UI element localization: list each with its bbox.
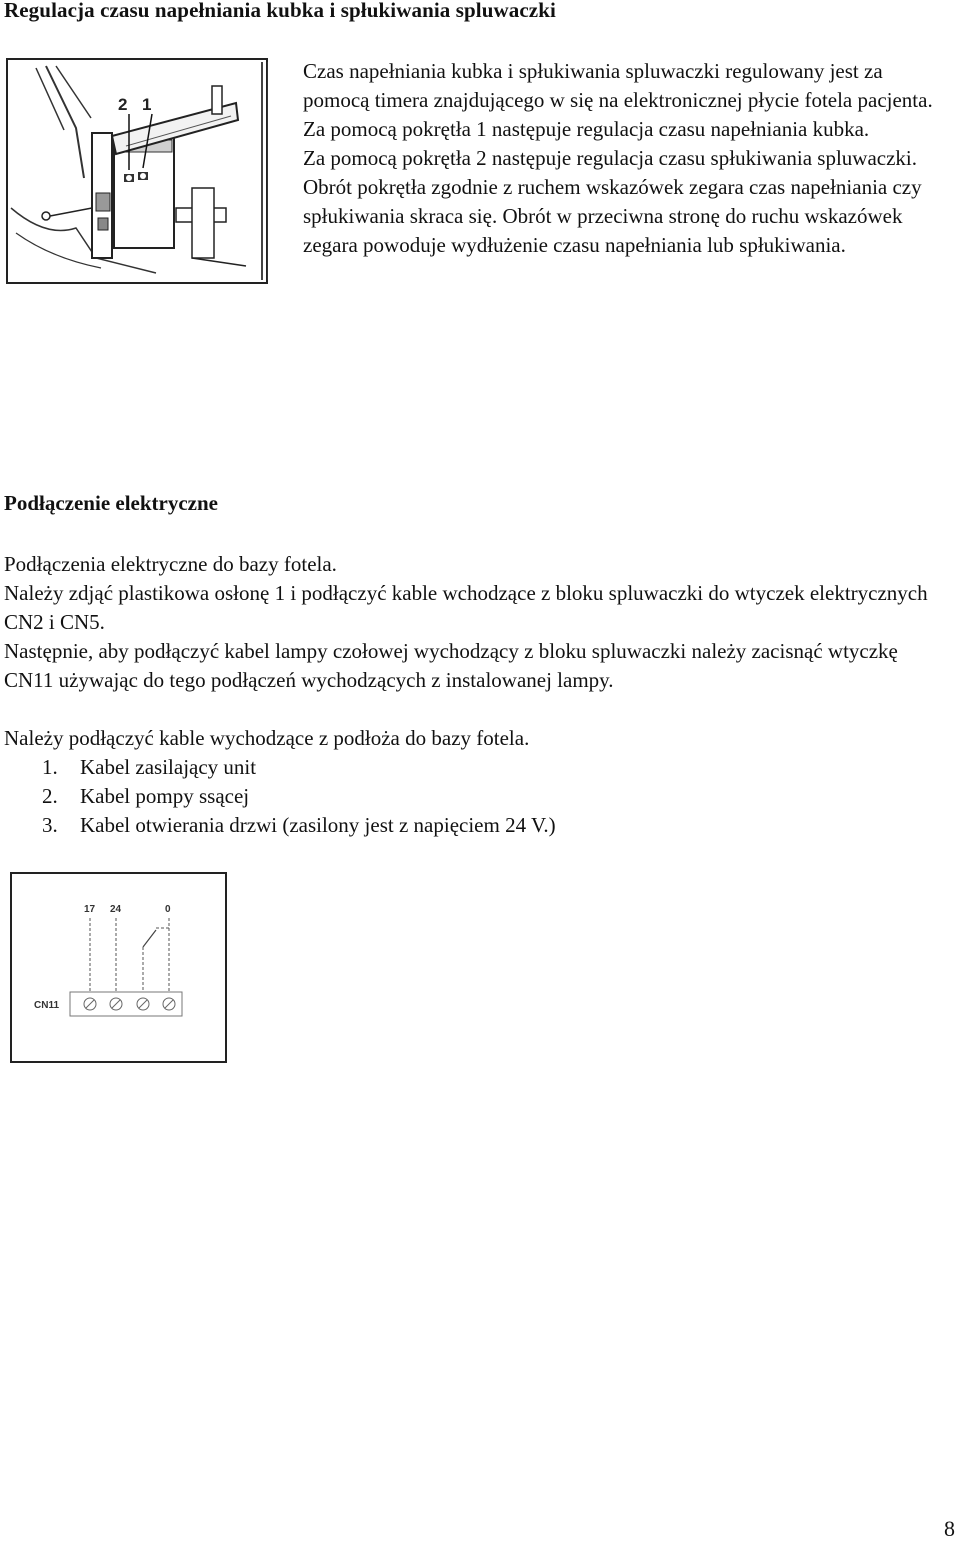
electrical-paragraph: Należy zdjąć plastikowa osłonę 1 i podłączyć kable wchodzące z bloku spluwaczki do wtyczek elektrycznych CN2 i CN5. (4, 581, 928, 634)
list-item (4, 782, 944, 811)
terminal-label-24: 24 (110, 904, 122, 915)
cable-list-intro: Należy podłączyć kable wychodzące z podłoża do bazy fotela. (4, 726, 530, 750)
timer-description (303, 57, 953, 260)
list-item-number: 2. (42, 784, 58, 808)
timer-paragraph: Obrót pokrętła zgodnie z ruchem wskazówek zegara czas napełniania czy spłukiwania skraca się. Obrót w przeciwna stronę do ruchu wskazówek zegara powoduje wydłużenie czasu napełniania lub spłukiwania. (303, 175, 922, 257)
list-item-text: Kabel pompy ssącej (80, 784, 250, 808)
terminal-label-0: 0 (165, 904, 171, 915)
page-number: 8 (944, 1516, 955, 1541)
list-item (4, 811, 944, 840)
electrical-paragraph: Podłączenia elektryczne do bazy fotela. (4, 552, 337, 576)
paragraph-gap (4, 695, 944, 724)
list-item-text: Kabel zasilający unit (80, 755, 257, 779)
timer-paragraph: Za pomocą pokrętła 2 następuje regulacja czasu spłukiwania spluwaczki. (303, 146, 918, 170)
list-item-number: 1. (42, 755, 58, 779)
list-item (4, 753, 944, 782)
section-title-timer: Regulacja czasu napełniania kubka i spłukiwania spluwaczki (4, 0, 556, 22)
cn11-wiring-drawing (10, 872, 227, 1063)
timer-paragraph: Czas napełniania kubka i spłukiwania spluwaczki regulowany jest za pomocą timera znajdującego w się na elektronicznej płycie fotela pacjenta. (303, 59, 933, 112)
timer-board-drawing (6, 58, 268, 284)
cable-list (4, 753, 944, 840)
list-item-text: Kabel otwierania drzwi (zasilony jest z napięciem 24 V.) (80, 813, 556, 837)
electrical-paragraph: Następnie, aby podłączyć kabel lampy czołowej wychodzący z bloku spluwaczki należy zacisnąć wtyczkę CN11 używając do tego podłączeń wychodzących z instalowanej lampy. (4, 639, 898, 692)
electrical-description (4, 550, 944, 840)
knob-2-label: 2 (118, 95, 128, 114)
timer-board-figure (6, 58, 268, 284)
section-title-electrical: Podłączenie elektryczne (4, 491, 218, 515)
terminal-label-17: 17 (84, 904, 96, 915)
connector-label: CN11 (34, 1000, 60, 1011)
knob-1-label: 1 (142, 95, 152, 114)
list-item-number: 3. (42, 813, 58, 837)
timer-paragraph: Za pomocą pokrętła 1 następuje regulacja czasu napełniania kubka. (303, 117, 870, 141)
cn11-wiring-diagram (10, 872, 227, 1063)
